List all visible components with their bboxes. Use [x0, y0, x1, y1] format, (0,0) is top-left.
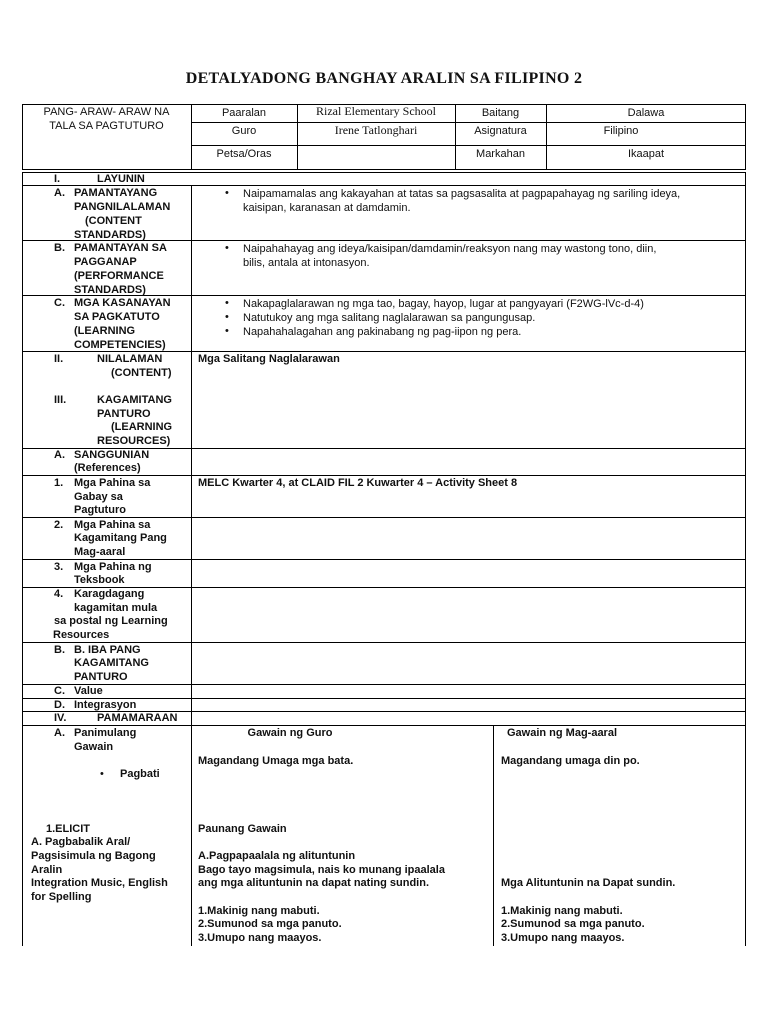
c-line4: COMPETENCIES): [74, 339, 166, 351]
nilalaman-label: NILALAMAN: [97, 353, 163, 365]
pamamaraan-label: PAMAMARAAN: [97, 712, 178, 724]
nilalaman-num: II.: [54, 353, 64, 365]
b-line1: PAMANTAYAN SA: [74, 242, 167, 254]
c-item2: Natutukoy ang mga salitang naglalarawan sa pangungusap.: [243, 312, 536, 324]
b-content-line2: bilis, antala at intonasyon.: [243, 257, 370, 269]
iba-num: B.: [54, 644, 65, 656]
elicit-line4: Integration Music, English: [31, 877, 168, 889]
layunin-label: LAYUNIN: [97, 173, 145, 185]
a-line3: (CONTENT: [85, 215, 142, 227]
a-num: A.: [54, 187, 65, 199]
sanggunian-label: SANGGUNIAN: [74, 449, 150, 461]
teksbook-num: 3.: [54, 561, 64, 573]
iba-line2: KAGAMITANG: [74, 657, 149, 669]
guro-label: Guro: [231, 125, 257, 137]
karagdagang-line2: kagamitan mula: [74, 602, 158, 614]
guro-value: Irene Tatlonghari: [334, 123, 418, 137]
bullet-icon: •: [225, 242, 229, 254]
header-left-line2: TALA SA PAGTUTURO: [49, 120, 164, 132]
c-line2: SA PAGKATUTO: [74, 311, 160, 323]
kagamitan-line1: KAGAMITANG: [97, 394, 172, 406]
elicit-line3: Aralin: [31, 864, 63, 876]
c-item1: Nakapaglalarawan ng mga tao, bagay, hayop, lugar at pangyayari (F2WG-lVc-d-4): [243, 298, 644, 310]
gawain-guro-header: Gawain ng Guro: [247, 727, 333, 739]
elicit-line5: for Spelling: [31, 891, 92, 903]
b-content-line1: Naipahahayag ang ideya/kaisipan/damdamin/reaksyon nang may wastong tono, diin,: [243, 243, 657, 255]
kagamitang-line3: Mag-aaral: [74, 546, 126, 558]
sanggunian-num: A.: [54, 449, 65, 461]
c-item3: Napahahalagahan ang pakinabang ng pag-iipon ng pera.: [243, 326, 522, 338]
panimulang-line1: Panimulang: [74, 727, 137, 739]
kagamitan-line2: PANTURO: [97, 408, 151, 420]
header-left-line1: PANG- ARAW- ARAW NA: [43, 106, 170, 118]
asignatura-value: Filipino: [603, 125, 639, 137]
baitang-value: Dalawa: [627, 107, 665, 119]
gabay-line2: Gabay sa: [74, 491, 123, 503]
a-line4: STANDARDS): [74, 229, 146, 241]
teksbook-line2: Teksbook: [74, 574, 125, 586]
gabay-line1: Mga Pahina sa: [74, 477, 151, 489]
elicit-label: 1.ELICIT: [46, 823, 91, 835]
markahan-label: Markahan: [476, 148, 525, 160]
kagamitang-num: 2.: [54, 519, 64, 531]
integrasyon-num: D.: [54, 699, 65, 711]
guro-paunang-line1: Paunang Gawain: [198, 823, 287, 835]
c-num: C.: [54, 297, 65, 309]
iba-line1: B. IBA PANG: [74, 644, 141, 656]
magaaral-greeting: Magandang umaga din po.: [501, 755, 640, 767]
karagdagang-line1: Karagdagang: [74, 588, 145, 600]
gawain-magaaral-header: Gawain ng Mag-aaral: [506, 727, 618, 739]
guro-paunang-line4: Bago tayo magsimula, nais ko munang ipaalala: [198, 864, 445, 876]
gabay-value: MELC Kwarter 4, at CLAID FIL 2 Kuwarter 4 – Activity Sheet 8: [198, 477, 518, 489]
kagamitan-line4: RESOURCES): [97, 435, 171, 447]
iba-line3: PANTURO: [74, 671, 128, 683]
baitang-label: Baitang: [481, 107, 520, 119]
pamamaraan-num: IV.: [54, 712, 67, 724]
a-line2: PANGNILALAMAN: [74, 201, 171, 213]
guro-paunang-line8: 2.Sumunod sa mga panuto.: [198, 918, 342, 930]
b-line4: STANDARDS): [74, 284, 146, 296]
bullet-icon: •: [225, 187, 229, 199]
a-content-line1: Naipamamalas ang kakayahan at tatas sa pagsasalita at pagpapahayag ng sariling ideya,: [243, 188, 681, 200]
petsa-label: Petsa/Oras: [216, 148, 272, 160]
b-num: B.: [54, 242, 65, 254]
guro-paunang-line9: 3.Umupo nang maayos.: [198, 932, 322, 944]
guro-paunang-line5: ang mga alituntunin na dapat nating sundin.: [198, 877, 429, 889]
karagdagang-line3: sa postal ng Learning: [54, 615, 168, 627]
a-content-line2: kaisipan, karanasan at damdamin.: [243, 202, 411, 214]
teksbook-line1: Mga Pahina ng: [74, 561, 152, 573]
nilalaman-sub: (CONTENT): [111, 367, 172, 379]
elicit-line1: A. Pagbabalik Aral/: [31, 836, 131, 848]
sanggunian-sub: (References): [74, 462, 141, 474]
b-line2: PAGGANAP: [74, 256, 137, 268]
asignatura-label: Asignatura: [474, 125, 527, 137]
value-label: Value: [74, 685, 103, 697]
kagamitan-num: III.: [54, 394, 67, 406]
magaaral-alituntunin-line5: 3.Umupo nang maayos.: [501, 932, 625, 944]
kagamitang-line1: Mga Pahina sa: [74, 519, 151, 531]
paaralan-value: Rizal Elementary School: [316, 104, 436, 118]
gabay-line3: Pagtuturo: [74, 504, 126, 516]
c-line1: MGA KASANAYAN: [74, 297, 171, 309]
elicit-line2: Pagsisimula ng Bagong: [31, 850, 156, 862]
guro-paunang-line7: 1.Makinig nang mabuti.: [198, 905, 320, 917]
karagdagang-line4: Resources: [53, 629, 110, 641]
bullet-icon: •: [225, 311, 229, 323]
karagdagang-num: 4.: [54, 588, 64, 600]
pagbati-label: Pagbati: [120, 768, 160, 780]
integrasyon-label: Integrasyon: [74, 699, 137, 711]
c-line3: (LEARNING: [74, 325, 136, 337]
magaaral-alituntunin-line4: 2.Sumunod sa mga panuto.: [501, 918, 645, 930]
layunin-num: I.: [54, 173, 61, 185]
kagamitang-line2: Kagamitang Pang: [74, 532, 167, 544]
gabay-num: 1.: [54, 477, 64, 489]
bullet-icon: •: [225, 325, 229, 337]
panimulang-line2: Gawain: [74, 741, 114, 753]
b-line3: (PERFORMANCE: [74, 270, 164, 282]
markahan-value: Ikaapat: [627, 148, 665, 160]
page-title: DETALYADONG BANGHAY ARALIN SA FILIPINO 2: [185, 70, 583, 87]
a-line1: PAMANTAYANG: [74, 187, 158, 199]
magaaral-alituntunin-line3: 1.Makinig nang mabuti.: [501, 905, 623, 917]
paaralan-label: Paaralan: [221, 107, 267, 119]
bullet-icon: •: [225, 297, 229, 309]
guro-greeting: Magandang Umaga mga bata.: [198, 755, 354, 767]
bullet-icon: •: [100, 768, 104, 780]
magaaral-alituntunin-line1: Mga Alituntunin na Dapat sundin.: [501, 877, 676, 889]
value-num: C.: [54, 685, 65, 697]
guro-paunang-line3: A.Pagpapaalala ng alituntunin: [198, 850, 356, 862]
kagamitan-line3: (LEARNING: [111, 421, 173, 433]
panimulang-num: A.: [54, 727, 65, 739]
nilalaman-value: Mga Salitang Naglalarawan: [198, 353, 340, 365]
